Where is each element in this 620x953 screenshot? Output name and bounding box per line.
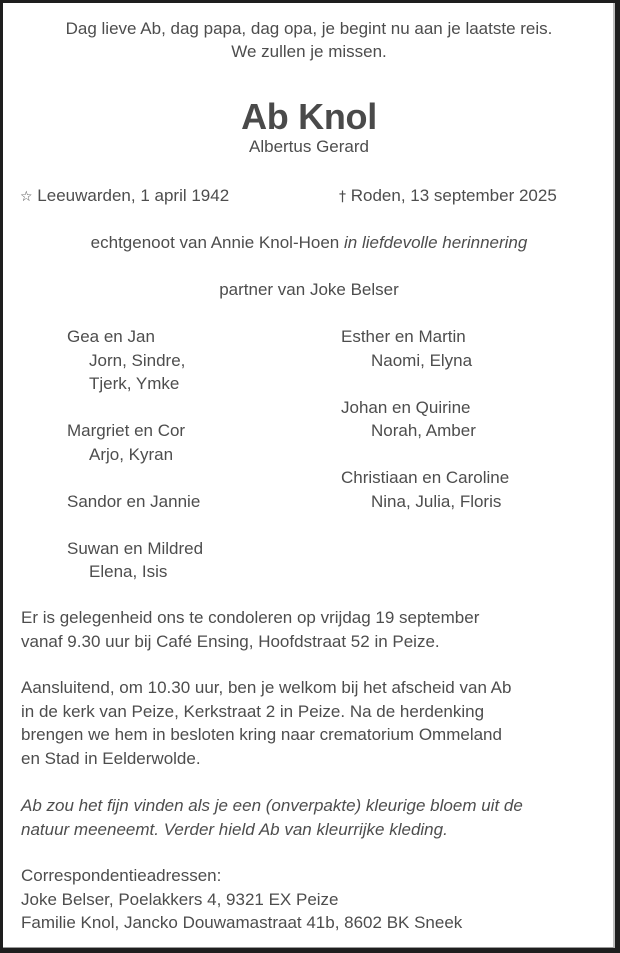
correspondence-address: Joke Belser, Poelakkers 4, 9321 EX Peize [21,889,339,909]
death-date-place: Roden, 13 september 2025 [350,186,557,205]
request-paragraph [21,794,601,841]
family-children: Nina, Julia, Floris [371,491,502,511]
family-group [341,325,509,372]
spouse-note: in liefdevolle herinnering [343,233,528,252]
family-column-left [67,325,203,607]
deceased-name: Ab Knol [241,96,377,137]
birth-date-place: Leeuwarden, 1 april 1942 [37,186,230,205]
family-parents: Christiaan en Caroline [341,468,510,487]
obituary-card [3,3,615,948]
family-children: Naomi, Elyna [371,350,473,370]
family-parents: Esther en Martin [341,327,466,346]
partner-line: partner van Joke Belser [219,280,399,299]
family-group [341,396,509,443]
deceased-full-name: Albertus Gerard [249,137,369,156]
family-parents: Sandor en Jannie [67,491,201,511]
family-children: Arjo, Kyran [89,444,174,464]
condolence-line: vanaf 9.30 uur bij Café Ensing, Hoofdstraat 52 in Peize. [21,631,440,651]
request-line: natuur meeneemt. Verder hield Ab van kleurrijke kleding. [21,819,448,839]
family-column-right [341,325,509,537]
farewell-line: in de kerk van Peize, Kerkstraat 2 in Peize. Na de herdenking [21,701,485,721]
intro-line-1: Dag lieve Ab, dag papa, dag opa, je begint nu aan je laatste reis. [65,19,553,38]
birth-info [20,184,229,209]
family-parents: Gea en Jan [67,327,155,346]
spouse-text: echtgenoot van Annie Knol-Hoen [90,233,340,252]
family-children: Tjerk, Ymke [89,374,180,393]
family-parents: Johan en Quirine [341,397,471,417]
condolence-paragraph [21,606,601,653]
star-icon: ☆ [20,189,33,205]
family-group [341,466,509,513]
family-parents: Margriet en Cor [67,421,186,440]
family-group [67,537,203,584]
cross-icon: † [339,189,346,205]
family-children: Elena, Isis [89,562,168,581]
family-children: Jorn, Sindre, [89,350,186,370]
farewell-paragraph [21,676,601,770]
death-info [339,184,557,209]
request-line: Ab zou het fijn vinden als je een (onverpakte) kleurige bloem uit de [21,796,523,815]
farewell-line: brengen we hem in besloten kring naar crematorium Ommeland [21,725,502,744]
correspondence-block [21,864,601,935]
condolence-line: Er is gelegenheid ons te condoleren op vrijdag 19 september [21,608,480,627]
family-group [67,490,203,514]
farewell-line: en Stad in Eelderwolde. [21,748,201,768]
family-group [67,419,203,466]
correspondence-address: Familie Knol, Jancko Douwamastraat 41b, 8602 BK Sneek [21,913,463,932]
spouse-line [3,231,615,255]
family-parents: Suwan en Mildred [67,538,204,558]
farewell-line: Aansluitend, om 10.30 uur, ben je welkom bij het afscheid van Ab [21,678,512,697]
family-children: Norah, Amber [371,421,476,440]
intro-line-2: We zullen je missen. [231,42,387,61]
correspondence-label: Correspondentieadressen: [21,866,222,885]
family-group [67,325,203,396]
